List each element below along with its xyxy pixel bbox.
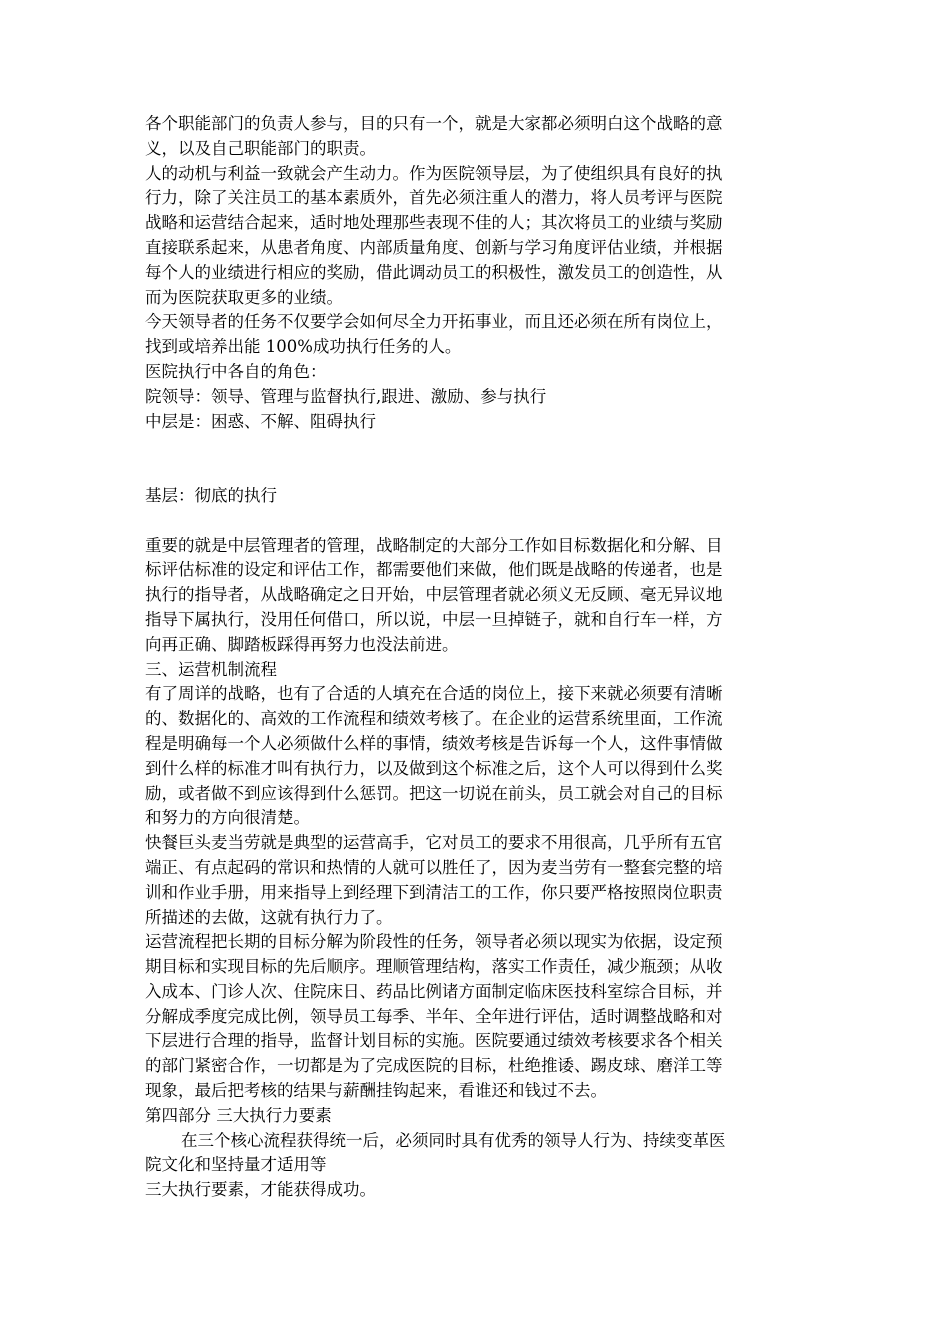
- text-line: 义，以及自己职能部门的职责。: [145, 138, 376, 158]
- paragraph-motivation: [145, 162, 805, 311]
- text-line: 端正、有点起码的常识和热情的人就可以胜任了，因为麦当劳有一整套完整的培: [145, 857, 723, 877]
- blank-space: [145, 509, 805, 534]
- text-line: 三大执行要素，才能获得成功。: [145, 1180, 376, 1200]
- text-line: 人的动机与利益一致就会产生动力。作为医院领导层，为了使组织具有良好的执: [145, 163, 723, 183]
- text-line: 励，或者做不到应该得到什么惩罚。把这一切说在前头，员工就会对自己的目标: [145, 783, 723, 803]
- text-line: 分解成季度完成比例，领导员工每季、半年、全年进行评估，适时调整战略和对: [145, 1006, 723, 1026]
- paragraph-functional-departments: [145, 112, 805, 162]
- roles-title: 医院执行中各自的角色：: [145, 361, 327, 381]
- part4-heading: 第四部分 三大执行力要素: [145, 1105, 332, 1125]
- paragraph-mcdonalds: [145, 831, 805, 930]
- text-line: 每个人的业绩进行相应的奖励，借此调动员工的积极性，激发员工的创造性，从: [145, 262, 723, 282]
- paragraph-workflow: [145, 682, 805, 831]
- document-page: [145, 112, 805, 1203]
- text-line: 今天领导者的任务不仅要学会如何尽全力开拓事业，而且还必须在所有岗位上，: [145, 312, 723, 332]
- text-line: 的部门紧密合作，一切都是为了完成医院的目标，杜绝推诿、踢皮球、磨洋工等: [145, 1056, 723, 1076]
- text-line: 找到或培养出能 100%成功执行任务的人。: [145, 337, 462, 357]
- paragraph-conclusion: [145, 1178, 805, 1203]
- text-line: 向再正确、脚踏板踩得再努力也没法前进。: [145, 634, 459, 654]
- text-line: 快餐巨头麦当劳就是典型的运营高手，它对员工的要求不用很高，几乎所有五官: [145, 833, 723, 853]
- text-line: 行力，除了关注员工的基本素质外，首先必须注重人的潜力，将人员考评与医院: [145, 188, 723, 208]
- role-base-block: [145, 484, 805, 509]
- paragraph-middle-management: [145, 534, 805, 658]
- role-middle: 中层是：困惑、不解、阻碍执行: [145, 411, 376, 431]
- text-line: 到什么样的标准才叫有执行力，以及做到这个标准之后，这个人可以得到什么奖: [145, 758, 723, 778]
- text-line: 和努力的方向很清楚。: [145, 808, 310, 828]
- text-line: 下层进行合理的指导，监督计划目标的实施。医院要通过绩效考核要求各个相关: [145, 1031, 723, 1051]
- text-line: 而为医院获取更多的业绩。: [145, 287, 343, 307]
- part-heading: [145, 1104, 805, 1129]
- text-line: 在三个核心流程获得统一后，必须同时具有优秀的领导人行为、持续变革医: [181, 1130, 726, 1150]
- text-line: 直接联系起来，从患者角度、内部质量角度、创新与学习角度评估业绩，并根据: [145, 237, 723, 257]
- text-line: 程是明确每一个人必须做什么样的事情，绩效考核是告诉每一个人，这件事情做: [145, 733, 723, 753]
- paragraph-operation-flow: [145, 930, 805, 1104]
- text-line: 战略和运营结合起来，适时地处理那些表现不佳的人；其次将员工的业绩与奖励: [145, 213, 723, 233]
- text-line: 执行的指导者，从战略确定之日开始，中层管理者就必须义无反顾、毫无异议地: [145, 585, 723, 605]
- roles-list: [145, 360, 805, 434]
- text-line: 有了周详的战略，也有了合适的人填充在合适的岗位上，接下来就必须要有清晰: [145, 684, 723, 704]
- text-line: 所描述的去做，这就有执行力了。: [145, 907, 393, 927]
- blank-space: [145, 434, 805, 484]
- text-line: 训和作业手册，用来指导上到经理下到清洁工的工作，你只要严格按照岗位职责: [145, 882, 723, 902]
- text-line: 运营流程把长期的目标分解为阶段性的任务，领导者必须以现实为依据，设定预: [145, 932, 723, 952]
- text-line: 院文化和坚持量才适用等: [145, 1155, 327, 1175]
- text-line: 期目标和实现目标的先后顺序。理顺管理结构，落实工作责任，减少瓶颈；从收: [145, 957, 723, 977]
- text-line: 指导下属执行，没用任何借口，所以说，中层一旦掉链子，就和自行车一样，方: [145, 609, 723, 629]
- role-base: 基层：彻底的执行: [145, 485, 277, 505]
- section3-heading: 三、运营机制流程: [145, 659, 277, 679]
- text-line: 入成本、门诊人次、住院床日、药品比例诸方面制定临床医技科室综合目标，并: [145, 981, 723, 1001]
- text-line: 重要的就是中层管理者的管理，战略制定的大部分工作如目标数据化和分解、目: [145, 535, 723, 555]
- paragraph-leader-task: [145, 310, 805, 360]
- section-heading: [145, 658, 805, 683]
- paragraph-three-elements: [145, 1129, 805, 1179]
- text-line: 标评估标准的设定和评估工作，都需要他们来做，他们既是战略的传递者，也是: [145, 560, 723, 580]
- text-line: 各个职能部门的负责人参与，目的只有一个，就是大家都必须明白这个战略的意: [145, 114, 723, 133]
- text-line: 的、数据化的、高效的工作流程和绩效考核了。在企业的运营系统里面，工作流: [145, 709, 723, 729]
- text-line: 现象，最后把考核的结果与薪酬挂钩起来，看谁还和钱过不去。: [145, 1081, 607, 1101]
- role-leader: 院领导：领导、管理与监督执行,跟进、激励、参与执行: [145, 386, 547, 406]
